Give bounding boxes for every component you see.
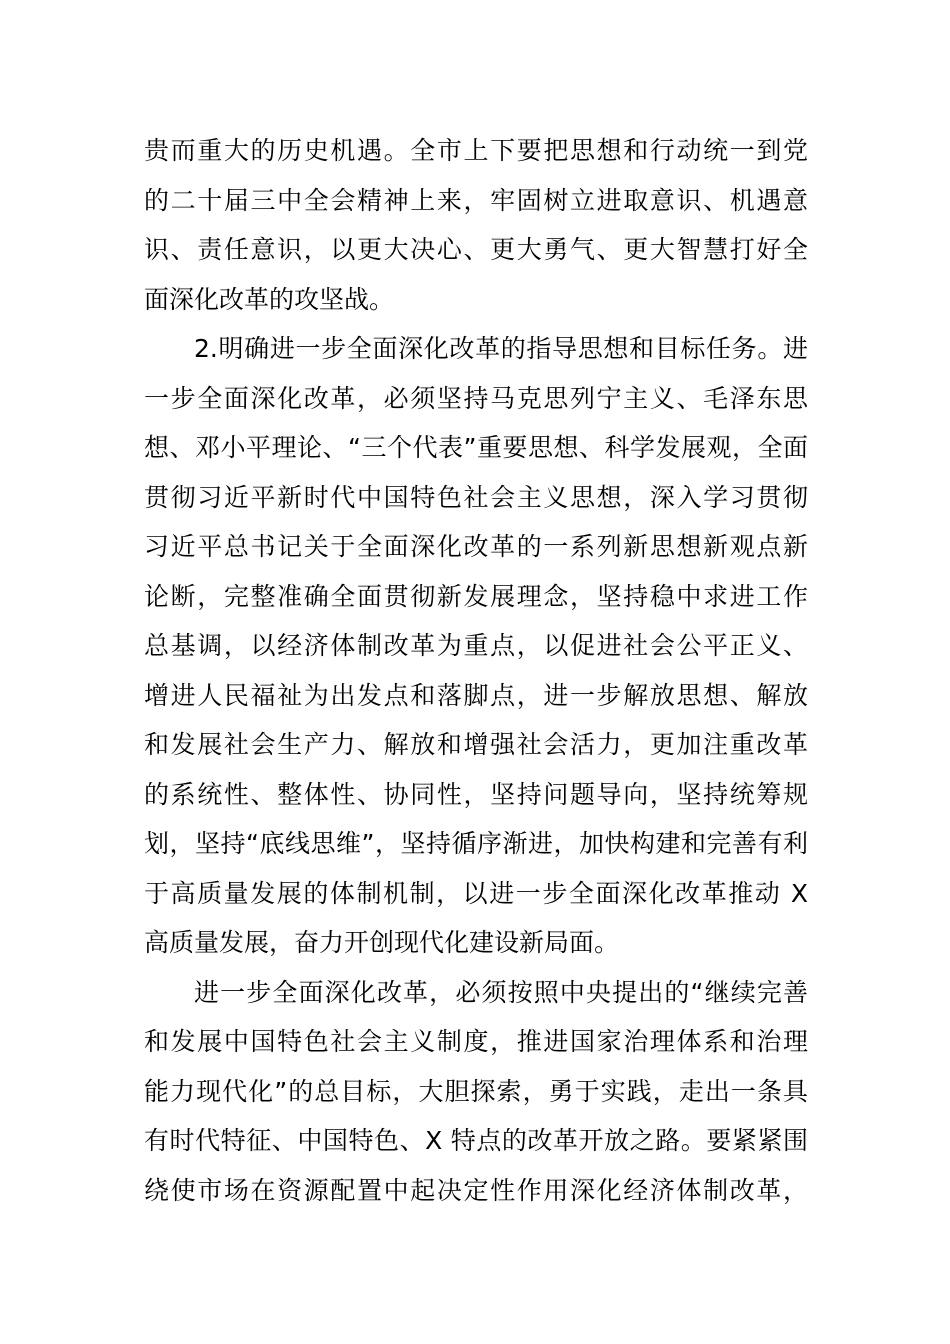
text-line: 总基调，以经济体制改革为重点，以促进社会公平正义、 (144, 631, 808, 660)
text-line: 论断，完整准确全面贯彻新发展理念，坚持稳中求进工作 (144, 581, 808, 611)
text-line: 面深化改革的攻坚战。 (144, 284, 395, 314)
document-body (144, 126, 808, 1215)
text-line: 贵而重大的历史机遇。全市上下要把思想和行动统一到党 (144, 136, 808, 165)
text-line: 想、邓小平理论、“三个代表”重要思想、科学发展观，全面 (144, 433, 808, 462)
text-line: 绕使市场在资源配置中起决定性作用深化经济体制改革， (144, 1175, 808, 1205)
text-line: 划，坚持“底线思维”，坚持循序渐进，加快构建和完善有利 (144, 829, 808, 858)
text-line: 贯彻习近平新时代中国特色社会主义思想，深入学习贯彻 (144, 482, 808, 512)
text-line: 有时代特征、中国特色、X 特点的改革开放之路。要紧紧围 (144, 1126, 808, 1155)
text-line: 和发展社会生产力、解放和增强社会活力，更加注重改革 (144, 730, 808, 759)
text-line: 习近平总书记关于全面深化改革的一系列新思想新观点新 (144, 532, 808, 561)
text-line: 的二十届三中全会精神上来，牢固树立进取意识、机遇意 (144, 185, 808, 215)
text-line: 识、责任意识，以更大决心、更大勇气、更大智慧打好全 (144, 235, 808, 264)
text-line: 一步全面深化改革，必须坚持马克思列宁主义、毛泽东思 (144, 383, 808, 413)
text-line: 增进人民福祉为出发点和落脚点，进一步解放思想、解放 (144, 680, 808, 710)
text-line: 能力现代化”的总目标，大胆探索，勇于实践，走出一条具 (144, 1076, 808, 1106)
paragraph-start-line: 进一步全面深化改革，必须按照中央提出的“继续完善 (194, 977, 808, 1007)
paragraph-start-line: 2.明确进一步全面深化改革的指导思想和目标任务。进 (194, 334, 808, 363)
text-line: 高质量发展，奋力开创现代化建设新局面。 (144, 928, 620, 957)
text-line: 和发展中国特色社会主义制度，推进国家治理体系和治理 (144, 1027, 808, 1056)
text-line: 的系统性、整体性、协同性，坚持问题导向，坚持统筹规 (144, 779, 808, 809)
text-line: 于高质量发展的体制机制，以进一步全面深化改革推动 X (144, 878, 808, 908)
